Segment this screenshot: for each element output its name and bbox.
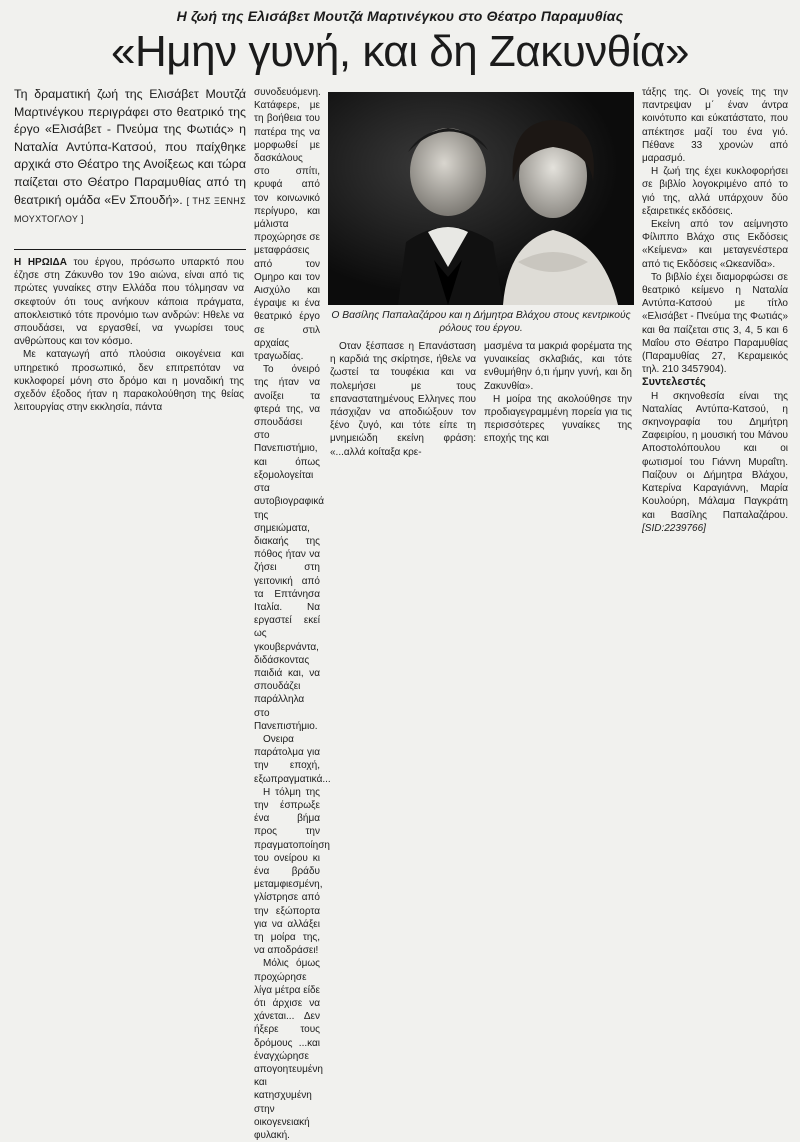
col2-paragraph-1: συνοδευόμενη. Κατάφερε, με τη βοήθεια του πατέρα της να μορφωθεί με δασκάλους στο σπίτι, κρυφά από τον κοινωνικό περίγυρο, και μάλιστα προχώρησε σε μεταφράσεις από τον Ομηρο και τον Αισχύλο και έγραψε κι ένα θεατρικό έργο σε στιλ αρχαίας τραγωδίας. [254,87,321,363]
col4-paragraph-2: Η μοίρα της ακολούθησε την προδιαγεγραμμένη πορεία για τις περισσότερες γυναίκες της εποχής της και [484,393,632,445]
col2-paragraph-3: Ονειρα παράτολμα για την εποχή, εξωπραγματικά... [254,733,331,785]
col1-text-1: του έργου, πρόσωπο υπαρκτό που έζησε στη Ζάκυνθο τον 19ο αιώνα, είναι από τις πρώτες γυναίκες στην Ελλάδα που τόλμησαν να σκεφτούν ότι τους ανήκουν κάποια πράγματα, αποκλειστικό τότε προνόμιο των ανδρών: Ηθελε να σπουδάσει, να εργασθεί, να γνωρίσει τους ανθρώπους και τον κόσμο. [14,257,244,348]
byline: [ ΤΗΣ ΞΕΝΗΣ ΜΟΥΧΤΟΓΛΟΥ ] [14,195,246,225]
col5-subhead: Συντελεστές [642,376,706,389]
article-photo [328,92,634,305]
col5-paragraph-1: τάξης της. Οι γονείς της την παντρεψαν μ΄ έναν άντρα κοινότυπο και εύκατάστατο, που απέκτησε μαζί του ένα γιό. Πέθανε 33 χρονών από μαρασμό. [642,87,788,165]
column-4 [484,340,632,445]
lead-text: Τη δραματική ζωή της Ελισάβετ Μουτζά Μαρτινέγκου περιγράφει στο θεατρικό της έργο «Ελισάβετ - Πνεύμα της Φωτιάς» η Ναταλία Αντύπα-Κατσού, που παίχθηκε αρχικά στο Θέατρο της Ανοίξεως και τώρα παίζεται στο Θέατρο Παραμυθίας από τη θεατρική ομάδα «Εν Σπουδή». [14,87,246,207]
col2-paragraph-5: Μόλις όμως προχώρησε λίγα μέτρα είδε ότι άρχισε να χάνεται... Δεν ήξερε τους δρόμους ...και έναγχώρησε απογοητευμένη και κατησχυμένη στην οικογενειακή φυλακή. [254,958,323,1142]
col5-text-5: Η σκηνοθεσία είναι της Ναταλίας Αντύπα-Κατσού, η σκηνογραφία του Δημήτρη Ζαφειρίου, η μουσική του Μάνου Αποστολόπουλου και οι φωτισμοί του Γιάννη Μυραΐτη. Παίζουν οι Δήμητρα Βλάχου, Κατερίνα Καραγιάννη, Μαρία Κουλούρη, Μάλαμα Παγκράτη και Βασίλης Παπαλαζάρου. [642,390,788,521]
photo-caption: Ο Βασίλης Παπαλαζάρου και η Δήμητρα Βλάχου στους κεντρικούς ρόλους του έργου. [331,310,631,334]
col2-paragraph-4: Η τόλμη της την έσπρωξε ένα βήμα προς την πραγματοποίηση του ονείρου κι ένα βράδυ μεταμφιεσμένη, γλίστρησε από την εξώπορτα για να αλλάξει τη μοίρα της, να αποδράσει! [254,786,330,957]
article-kicker: Η ζωή της Ελισάβετ Μουτζά Μαρτινέγκου στο Θέατρο Παραμυθίας [176,8,624,24]
actors-photo-image [328,92,634,305]
col3-paragraph-1: Οταν ξέσπασε η Επανάσταση η καρδιά της σκίρτησε, ήθελε να ζωστεί τα τουφέκια και να πολεμήσει με τους επαναστατημένους Ελληνες που πάσχιζαν να αποδιώξουν τον ξένο ζυγό, και τότε είπε τη μνημειώδη εκείνη φράση: «...αλλά κοίταξα κρε- [330,341,476,458]
col1-paragraph-2: Με καταγωγή από πλούσια οικογένεια και υπηρετικό προσωπικό, δεν επιτρεπόταν να κυκλοφορεί μόνη στο δρόμο και η μοναδική της σχεδόν έξοδος ήταν η παρακολούθηση της θείας λειτουργίας στην εκκλησία, πάντα [14,349,244,414]
lead-rule [14,249,246,250]
article-lead [14,86,246,246]
column-2-text [254,86,331,1142]
column-5 [642,86,789,534]
col5-paragraph-5 [642,390,788,535]
sid-code: [SID:2239766] [642,522,706,534]
col5-paragraph-3: Εκείνη από τον αείμνηστο Φίλιππο Βλάχο στις Εκδόσεις «Κείμενα» και μεταγενέστερα από τις Εκδόσεις «Ωκεανίδα». [642,219,788,270]
col1-label: Η ΗΡΩΙΔΑ [14,257,67,268]
col1-paragraph-1 [14,256,244,348]
col5-paragraph-2: Η ζωή της έχει κυκλοφορήσει σε βιβλίο λογοκριμένο από το γιό της, αλλά υπάρχουν δύο εξαιρετικές εκδόσεις. [642,166,788,217]
column-1 [14,256,244,424]
col4-paragraph-1: μασμένα τα μακριά φορέματα της γυναικείας σκλαβιάς, και τότε ενθυμήθην ό,τι ήμην γυνή, και δη Ζακυνθία». [484,341,632,392]
col2-paragraph-2: Το όνειρό της ήταν να ανοίξει τα φτερά της, να σπουδάσει στο Πανεπιστήμιο, και όπως εξομολογείται στα αυτοβιογραφικά της σημειώματα, διακαής της πόθος ήταν να ζήσει στη γειτονική από τα Επτάνησα Ιταλία. Να εργαστεί εκεί ως γκουβερνάντα, διδάσκοντας παιδιά και, να σπουδάζει παράλληλα στο Πανεπιστήμιο. [254,364,324,732]
col5-paragraph-4: Το βιβλίο έχει διαμορφώσει σε θεατρικό κείμενο η Ναταλία Αντύπα-Κατσού με τίτλο «Ελισάβετ - Πνεύμα της Φωτιάς» και θα παίζεται στις 3, 4, 5 και 6 Μαΐου στο Θέατρο Παραμυθίας (Παραμυθίας 27, Κεραμεικός τηλ. 210 3457904). [642,271,789,376]
column-3 [330,340,476,458]
article-headline: «Ημην γυνή, και δη Ζακυνθία» [111,27,689,76]
